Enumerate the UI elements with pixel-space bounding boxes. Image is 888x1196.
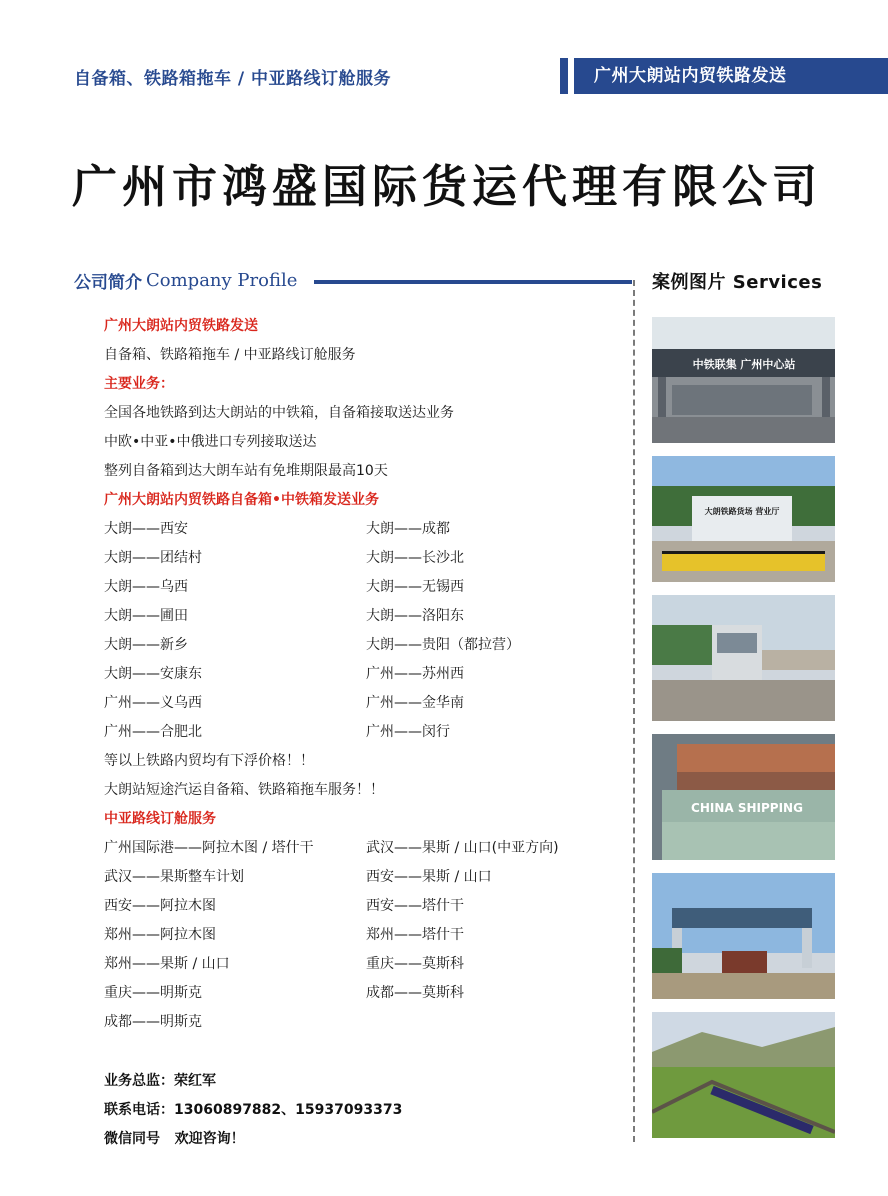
photo-containers [652, 734, 835, 860]
central-asia-grid [104, 834, 624, 1037]
freight-yard-sign: 大朗铁路货场 营业厅 [704, 507, 780, 516]
services-photo-column [652, 317, 835, 1151]
wechat-label: 微信同号 [104, 1131, 160, 1147]
phone-row [104, 1096, 402, 1125]
intro-line: 自备箱、铁路箱拖车 / 中亚路线订舱服务 [104, 347, 356, 363]
route-item: 大朗——成都 [366, 521, 450, 537]
contact-block [104, 1067, 402, 1154]
main-business-item: 全国各地铁路到达大朗站的中铁箱，自备箱接取送达业务 [104, 405, 454, 421]
route-item: 西安——果斯 / 山口 [366, 869, 492, 885]
phone-number[interactable]: 13060897882、15937093373 [174, 1102, 403, 1118]
banner-accent [560, 58, 568, 94]
wechat-text: 欢迎咨询！ [174, 1131, 245, 1147]
route-item: 郑州——阿拉木图 [104, 927, 216, 943]
route-item: 广州——合肥北 [104, 724, 202, 740]
main-business-item: 中欧•中亚•中俄进口专列接取送达 [104, 434, 317, 450]
main-business-title: 主要业务： [104, 376, 174, 392]
route-item: 大朗——贵阳（都拉营） [366, 637, 520, 653]
route-item: 广州国际港——阿拉木图 / 塔什干 [104, 840, 314, 856]
route-item: 成都——明斯克 [104, 1014, 202, 1030]
photo-guard-post [652, 595, 835, 721]
trucking-note: 大朗站短途汽运自备箱、铁路箱拖车服务！！ [104, 782, 384, 798]
route-item: 成都——莫斯科 [366, 985, 464, 1001]
grassland-train-image [652, 1012, 835, 1138]
director-label: 业务总监： [104, 1073, 174, 1089]
phone-label: 联系电话： [104, 1102, 174, 1118]
wechat-row [104, 1125, 402, 1154]
guard-post-image [652, 595, 835, 721]
route-item: 武汉——果斯整车计划 [104, 869, 244, 885]
main-business-item: 整列自备箱到达大朗车站有免堆期限最高10天 [104, 463, 388, 479]
route-item: 郑州——果斯 / 山口 [104, 956, 230, 972]
route-item: 大朗——长沙北 [366, 550, 464, 566]
photo-grassland-train [652, 1012, 835, 1138]
containers-label: CHINA SHIPPING [691, 801, 803, 815]
services-heading: 案例图片 Services [652, 272, 823, 293]
freight-yard-image [652, 456, 835, 582]
central-asia-title: 中亚路线订舱服务 [104, 811, 216, 827]
photo-station-gate [652, 317, 835, 443]
intro-title: 广州大朗站内贸铁路发送 [104, 318, 258, 334]
route-item: 广州——金华南 [366, 695, 464, 711]
profile-heading-rule [314, 280, 632, 284]
profile-heading-en: Company Profile [146, 270, 298, 291]
route-item: 广州——闵行 [366, 724, 450, 740]
route-item: 西安——阿拉木图 [104, 898, 216, 914]
profile-content [104, 312, 624, 1037]
photo-freight-yard [652, 456, 835, 582]
header-tagline: 自备箱、铁路箱拖车 / 中亚路线订舱服务 [74, 69, 392, 89]
train-gantry-image [652, 873, 835, 999]
route-item: 广州——义乌西 [104, 695, 202, 711]
route-item: 大朗——西安 [104, 521, 188, 537]
director-row [104, 1067, 402, 1096]
route-item: 武汉——果斯 / 山口(中亚方向) [366, 840, 559, 856]
route-item: 重庆——莫斯科 [366, 956, 464, 972]
column-divider [633, 280, 635, 1142]
profile-heading-zh: 公司简介 [74, 273, 142, 293]
route-item: 大朗——安康东 [104, 666, 202, 682]
routes-title: 广州大朗站内贸铁路自备箱•中铁箱发送业务 [104, 492, 379, 508]
route-item: 郑州——塔什干 [366, 927, 464, 943]
route-item: 广州——苏州西 [366, 666, 464, 682]
header-banner: 广州大朗站内贸铁路发送 [574, 58, 888, 94]
station-gate-sign: 中铁联集 广州中心站 [692, 358, 796, 371]
containers-image [652, 734, 835, 860]
route-item: 大朗——圃田 [104, 608, 188, 624]
route-item: 西安——塔什干 [366, 898, 464, 914]
price-note: 等以上铁路内贸均有下浮价格！！ [104, 753, 314, 769]
profile-heading [74, 268, 297, 293]
route-item: 大朗——团结村 [104, 550, 202, 566]
director-name: 荣红军 [174, 1073, 216, 1089]
route-item-empty [366, 1008, 628, 1037]
station-gate-image [652, 317, 835, 443]
route-item: 大朗——洛阳东 [366, 608, 464, 624]
route-item: 大朗——新乡 [104, 637, 188, 653]
rail-routes-grid [104, 515, 624, 747]
route-item: 重庆——明斯克 [104, 985, 202, 1001]
photo-train-gantry [652, 873, 835, 999]
route-item: 大朗——无锡西 [366, 579, 464, 595]
company-name: 广州市鸿盛国际货运代理有限公司 [72, 160, 823, 213]
route-item: 大朗——乌西 [104, 579, 188, 595]
